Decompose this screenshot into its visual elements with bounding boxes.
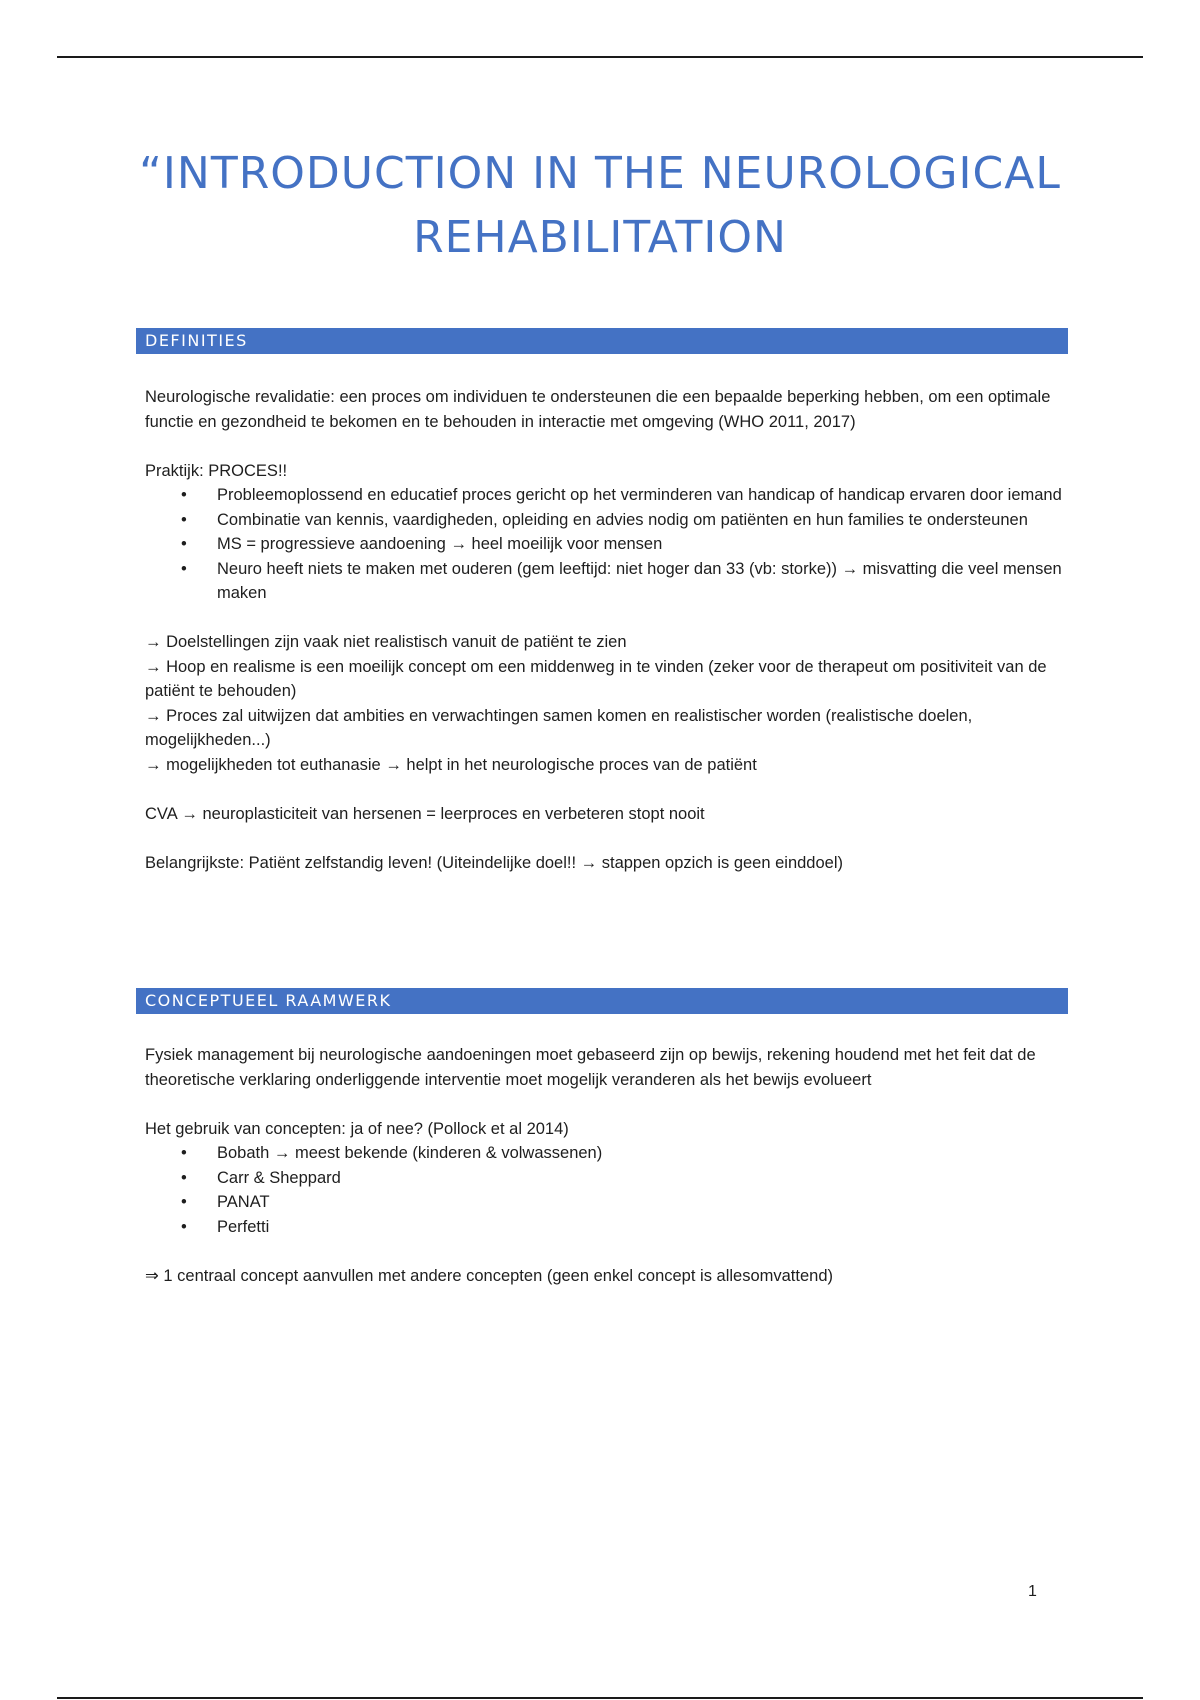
section-heading-conceptueel-raamwerk: CONCEPTUEEL RAAMWERK xyxy=(136,988,1068,1014)
footer-rule xyxy=(57,1697,1143,1699)
praktijk-label: Praktijk: PROCES!! xyxy=(145,461,288,480)
list-item: • Probleemoplossend en educatief proces gericht op het verminderen van handicap of handicap ervaren door iemand xyxy=(145,483,1070,508)
list-item: • Neuro heeft niets te maken met ouderen (gem leeftijd: niet hoger dan 33 (vb: storke)) → misvatting die veel mensen maken xyxy=(145,557,1070,606)
title-line-1: “INTRODUCTION IN THE NEUROLOGICAL xyxy=(139,148,1061,199)
arrow-line: → Doelstellingen zijn vaak niet realistisch vanuit de patiënt te zien xyxy=(145,633,627,651)
concepts-bullet-list xyxy=(145,1141,1070,1239)
list-item: • Carr & Sheppard xyxy=(145,1166,1070,1191)
arrow-line: → mogelijkheden tot euthanasie → helpt in het neurologische proces van de patiënt xyxy=(145,755,757,774)
praktijk-bullet-list xyxy=(145,483,1070,606)
definition-paragraph: Neurologische revalidatie: een proces om individuen te ondersteunen die een bepaalde beperking hebben, om een optimale functie en gezondheid te bekomen en te behouden in interactie met omgeving (WHO 2011, 2017) xyxy=(145,388,1051,431)
arrow-line: → Proces zal uitwijzen dat ambities en verwachtingen samen komen en realistischer worden (realistische doelen, mogelijkheden...) xyxy=(145,706,973,749)
header-rule xyxy=(57,56,1143,58)
document-title xyxy=(130,142,1070,270)
list-item: • Perfetti xyxy=(145,1215,1070,1240)
framework-paragraph: Fysiek management bij neurologische aandoeningen moet gebaseerd zijn op bewijs, rekening houdend met het feit dat de theoretische verklaring onderliggende interventie moet mogelijk veranderen als het bewijs evolueert xyxy=(145,1046,1036,1089)
section-heading-definities: DEFINITIES xyxy=(136,328,1068,354)
cva-line: CVA → neuroplasticiteit van hersenen = leerproces en verbeteren stopt nooit xyxy=(145,804,705,823)
section-body-conceptueel-raamwerk xyxy=(145,1043,1070,1288)
belangrijkste-line: Belangrijkste: Patiënt zelfstandig leven! (Uiteindelijke doel!! → stappen opzich is geen einddoel) xyxy=(145,853,843,872)
conclusion-line: ⇒ 1 centraal concept aanvullen met andere concepten (geen enkel concept is allesomvattend) xyxy=(145,1266,833,1285)
section-body-definities xyxy=(145,385,1070,875)
arrow-line: → Hoop en realisme is een moeilijk concept om een middenweg in te vinden (zeker voor de therapeut om positiviteit van de patiënt te behouden) xyxy=(145,657,1047,700)
page-number: 1 xyxy=(1028,1583,1037,1600)
list-item: • MS = progressieve aandoening → heel moeilijk voor mensen xyxy=(145,532,1070,557)
list-item: • Bobath → meest bekende (kinderen & volwassenen) xyxy=(145,1141,1070,1166)
list-item: • PANAT xyxy=(145,1190,1070,1215)
concepts-question: Het gebruik van concepten: ja of nee? (Pollock et al 2014) xyxy=(145,1119,569,1138)
list-item: • Combinatie van kennis, vaardigheden, opleiding en advies nodig om patiënten en hun families te ondersteunen xyxy=(145,508,1070,533)
title-line-2: REHABILITATION xyxy=(413,212,787,263)
